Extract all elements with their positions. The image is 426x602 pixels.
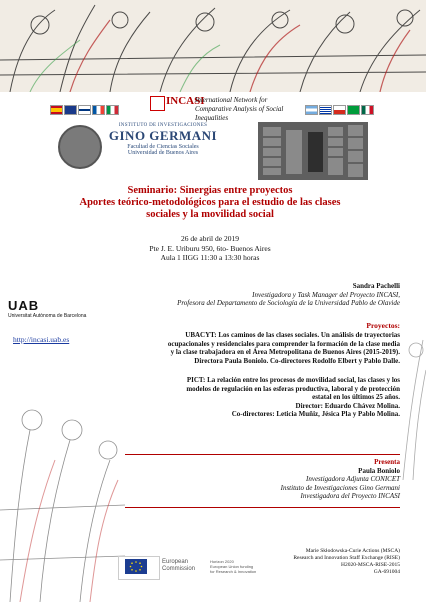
institute-sup: INSTITUTO DE INVESTIGACIONES	[118, 123, 208, 128]
flag-uk-icon	[64, 105, 77, 115]
uab-name: Universitat Autònoma de Barcelona	[8, 313, 87, 319]
horizon-line-2: European Union funding	[210, 564, 254, 569]
institute-faculty: Facultad de Ciencias Sociales	[127, 144, 199, 150]
incasi-tagline	[195, 96, 305, 123]
flag-spain-icon	[50, 105, 63, 115]
flag-france-icon	[92, 105, 105, 115]
institute-logo	[58, 123, 218, 168]
ubacyt-line-2: ocupacionales y residenciales para comprender la formación de la clase media	[167, 339, 400, 348]
ubacyt-line-1: UBACYT: Los caminos de las clases sociales. Un análisis de trayectorias	[185, 331, 400, 339]
msca-info	[240, 548, 400, 576]
eu-flag-icon	[125, 559, 147, 574]
presenter-name: Paula Boniolo	[358, 466, 400, 475]
eu-line-1: European	[162, 559, 189, 565]
divider-bottom	[125, 507, 400, 508]
pict-line-1: PICT: La relación entre los procesos de movilidad social, las clases y los	[186, 376, 400, 384]
horizon-line-1: Horizon 2020	[210, 559, 234, 564]
ubacyt-project	[105, 331, 400, 365]
event-address: Pte J. E. Uriburu 950, 6to- Buenos Aires	[149, 243, 271, 253]
pict-line-4: Director: Eduardo Chávez Molina.	[295, 401, 400, 410]
seminar-title-line-3: sociales y la movilidad social	[146, 209, 274, 220]
msca-line-1: Marie Skłodowska-Curie Actions (MSCA)	[305, 548, 400, 554]
msca-line-4: GA-691004	[373, 569, 400, 575]
pict-project	[105, 376, 400, 419]
speaker-role-2: Profesora del Departamento de Sociología de la Universidad Pablo de Olavide	[177, 299, 400, 307]
flag-argentina-icon	[305, 105, 318, 115]
speaker-name: Sandra Pachelli	[352, 282, 400, 290]
flag-brazil-icon	[347, 105, 360, 115]
projects-heading: Proyectos:	[366, 321, 400, 330]
european-commission-label	[162, 559, 195, 573]
incasi-website-link[interactable]: http://incasi.uab.es	[13, 335, 70, 344]
pict-line-2: modelos de regulación en las esferas productiva, laboral y de protección	[186, 384, 400, 393]
incasi-logo-icon	[150, 96, 165, 111]
flag-italy-icon	[106, 105, 119, 115]
event-room: Aula 1 IIGG 11:30 a 13:30 horas	[160, 253, 260, 262]
flag-uruguay-icon	[319, 105, 332, 115]
horizon-line-3: for Research & Innovation	[210, 569, 257, 574]
ubacyt-line-4: Directora Paula Boniolo. Co-directores Rodolfo Elbert y Pablo Dalle.	[194, 356, 400, 365]
seminar-title-line-2: Aportes teórico-metodológicos para el estudio de las clases	[79, 197, 341, 208]
seminar-title	[75, 185, 345, 221]
msca-line-2: Research and Innovation Staff Exchange (RISE)	[293, 555, 400, 561]
event-info	[95, 234, 325, 263]
speaker-role-1: Investigadora y Task Manager del Proyecto INCASI,	[252, 290, 400, 299]
incasi-name: INCASI	[166, 95, 205, 107]
seminar-title-line-1: Seminario: Sinergias entre proyectos	[127, 185, 293, 196]
uab-logo	[8, 298, 86, 319]
institute-university: Universidad de Buenos Aires	[127, 150, 199, 156]
flag-mexico-icon	[361, 105, 374, 115]
flag-finland-icon	[78, 105, 91, 115]
flag-chile-icon	[333, 105, 346, 115]
pict-line-3: estatal en los últimos 25 años.	[312, 393, 400, 401]
presenter-block	[100, 458, 400, 501]
university-seal-icon	[58, 125, 102, 169]
left-sketch-art	[0, 280, 125, 602]
incasi-tagline-line-2: Comparative Analysis of Social Inequalities	[195, 105, 284, 122]
right-sketch-art	[398, 310, 426, 480]
incasi-tagline-line-1: International Network for	[195, 96, 268, 104]
ubacyt-line-3: y la clase trabajadora en el Área Metropolitana de Buenos Aires (2015-2019).	[170, 348, 400, 356]
presenter-role-1: Investigadora Adjunta CONICET	[306, 475, 400, 483]
pict-line-5: Co-directores: Leticia Muñiz, Jésica Pla y Pablo Molina.	[231, 410, 400, 418]
presenter-role-3: Investigadora del Proyecto INCASI	[300, 492, 400, 500]
event-date: 26 de abril de 2019	[181, 234, 239, 243]
eu-line-2: Commission	[162, 566, 196, 572]
divider-top	[125, 454, 400, 455]
speaker-block	[100, 282, 400, 308]
presenter-role-2: Instituto de Investigaciones Gino Germani	[280, 483, 400, 492]
msca-line-3: H2020-MSCA-RISE-2015	[341, 562, 400, 568]
institute-name: GINO GERMANI	[108, 128, 218, 143]
library-photo	[258, 122, 368, 180]
presenter-label: Presenta	[374, 458, 400, 466]
header-banner-art	[0, 0, 426, 92]
uab-mark: UAB	[8, 298, 40, 313]
